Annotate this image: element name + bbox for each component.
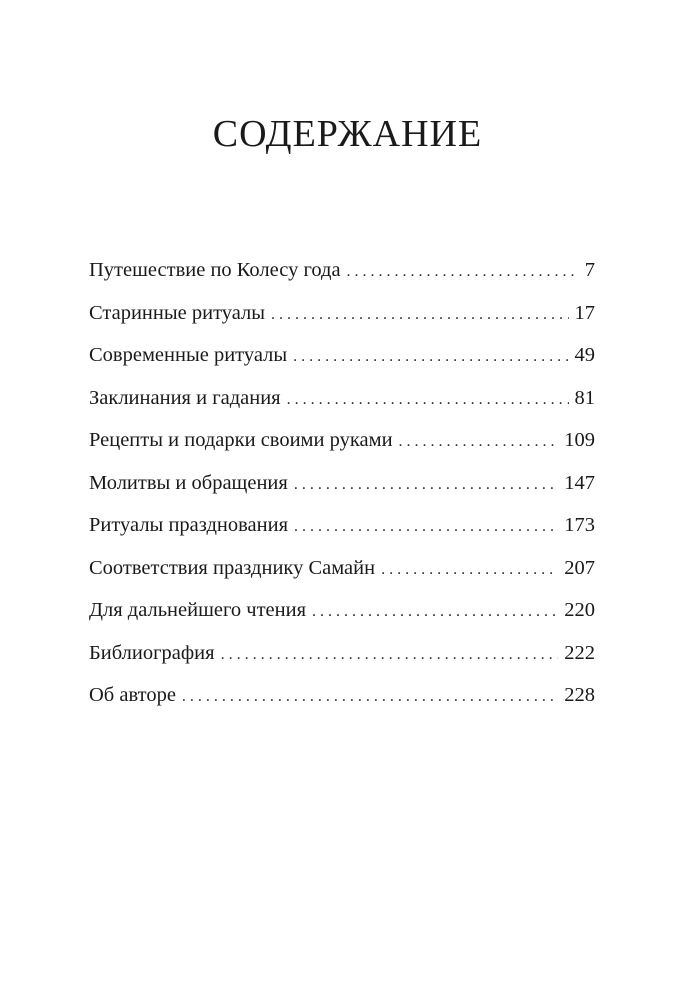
toc-page-number: 222 [564, 641, 595, 664]
toc-page-number: 228 [564, 684, 595, 706]
toc-entry[interactable] [89, 380, 595, 423]
toc-page-number: 7 [584, 259, 595, 281]
toc-entry[interactable] [89, 677, 595, 720]
dot-leader [294, 467, 558, 503]
dot-leader [182, 679, 558, 715]
toc-entry[interactable] [89, 422, 595, 465]
toc-page-number: 220 [564, 599, 595, 621]
toc-entry[interactable] [89, 337, 595, 380]
dot-leader [399, 424, 559, 460]
toc-entry-title: Библиография [89, 641, 215, 664]
toc-page-number: 81 [574, 386, 595, 409]
toc-entry-title: Современные ритуалы [89, 344, 288, 366]
dot-leader [221, 637, 559, 673]
dot-leader [287, 382, 569, 418]
toc-entry-title: Рецепты и подарки своими руками [89, 429, 393, 451]
dot-leader [312, 594, 558, 630]
toc-entry-title: Ритуалы празднования [89, 514, 289, 536]
toc-entry-title: Молитвы и обращения [89, 471, 288, 494]
toc-entry[interactable] [89, 252, 595, 295]
toc-entry[interactable] [89, 295, 595, 338]
toc-entry-title: Для дальнейшего чтения [89, 599, 306, 621]
toc-entry-title: Заклинания и гадания [89, 386, 281, 409]
dot-leader [347, 254, 579, 290]
toc-page-number: 147 [564, 471, 595, 494]
table-of-contents [89, 252, 595, 720]
toc-entry-title: Об авторе [89, 684, 176, 706]
toc-entry-title: Путешествие по Колесу года [89, 259, 341, 281]
toc-page-number: 17 [574, 301, 595, 324]
toc-entry[interactable] [89, 635, 595, 678]
toc-entry[interactable] [89, 592, 595, 635]
toc-entry[interactable] [89, 550, 595, 593]
dot-leader [381, 552, 558, 588]
dot-leader [294, 509, 558, 545]
toc-entry[interactable] [89, 507, 595, 550]
dot-leader [271, 297, 568, 333]
page-title: СОДЕРЖАНИЕ [212, 113, 483, 155]
toc-page-number: 173 [564, 514, 595, 536]
toc-entry-title: Старинные ритуалы [89, 301, 266, 324]
toc-entry-title: Соответствия празднику Самайн [89, 556, 376, 579]
dot-leader [293, 339, 568, 375]
toc-entry[interactable] [89, 465, 595, 508]
toc-page-number: 207 [564, 556, 595, 579]
toc-page-number: 109 [564, 429, 595, 451]
toc-page-number: 49 [574, 344, 595, 366]
